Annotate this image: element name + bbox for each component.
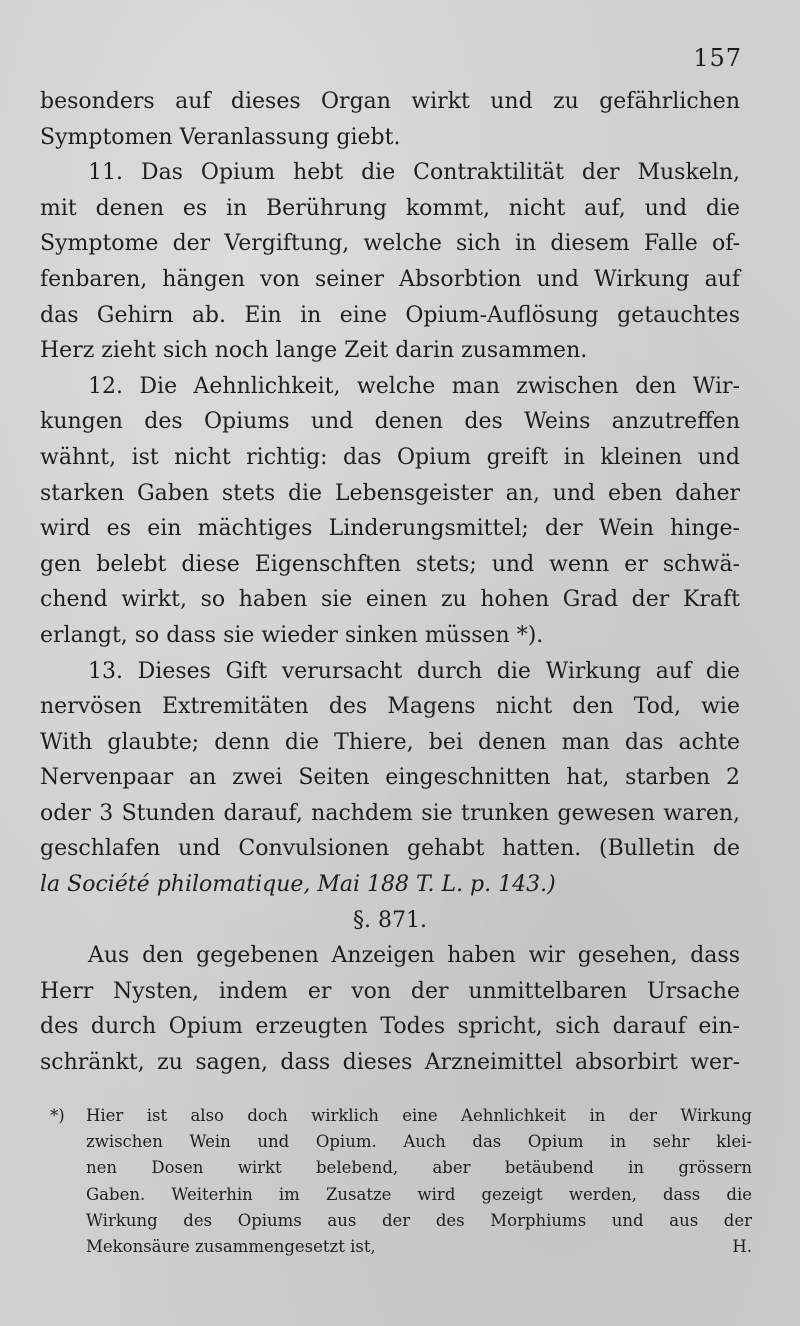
text-line: Herz zieht sich noch lange Zeit darin zusammen.	[40, 338, 588, 364]
text-line: schränkt, zu sagen, dass dieses Arzneimittel absorbirt wer-	[40, 1050, 740, 1076]
text-line: 13. Dieses Gift verursacht durch die Wirkung auf die	[88, 658, 740, 684]
text-line: With glaubte; denn die Thiere, bei denen man das achte	[40, 729, 740, 755]
footnote-signature: H.	[732, 1236, 752, 1256]
footnote	[50, 1103, 752, 1260]
footnote-line: Mekonsäure zusammengesetzt ist,	[86, 1236, 376, 1256]
section-heading: §. 871.	[353, 907, 427, 933]
text-line: starken Gaben stets die Lebensgeister an, und eben daher	[40, 480, 740, 506]
text-line: gen belebt diese Eigenschften stets; und wenn er schwä-	[40, 551, 740, 577]
text-line: fenbaren, hängen von seiner Absorbtion und Wirkung auf	[40, 266, 740, 292]
text-line: Aus den gegebenen Anzeigen haben wir gesehen, dass	[88, 943, 740, 969]
text-line: besonders auf dieses Organ wirkt und zu gefährlichen	[40, 89, 740, 114]
text-line: das Gehirn ab. Ein in eine Opium-Auflösung getauchtes	[40, 302, 740, 328]
text-line: Herr Nysten, indem er von der unmittelbaren Ursache	[40, 978, 740, 1004]
text-line: 12. Die Aehnlichkeit, welche man zwischen den Wir-	[88, 373, 740, 399]
text-line: erlangt, so dass sie wieder sinken müssen *).	[40, 622, 544, 648]
text-line: Nervenpaar an zwei Seiten eingeschnitten hat, starben 2	[40, 765, 740, 791]
text-line: wähnt, ist nicht richtig: das Opium greift in kleinen und	[40, 444, 740, 470]
footnote-line: nen Dosen wirkt belebend, aber betäubend in grössern	[86, 1158, 752, 1178]
main-text	[40, 84, 740, 1081]
footnote-line: Wirkung des Opiums aus der des Morphiums und aus der	[86, 1210, 752, 1230]
text-line: geschlafen und Convulsionen gehabt hatten. (Bulletin de	[40, 836, 740, 862]
text-line: Symptome der Vergiftung, welche sich in diesem Falle of-	[40, 231, 740, 257]
text-line: kungen des Opiums und denen des Weins anzutreffen	[40, 409, 740, 435]
text-line: chend wirkt, so haben sie einen zu hohen Grad der Kraft	[40, 587, 740, 613]
footnote-last-line	[86, 1234, 752, 1260]
text-line: 11. Das Opium hebt die Contraktilität der Muskeln,	[88, 160, 740, 186]
footnote-line: zwischen Wein und Opium. Auch das Opium in sehr klei-	[86, 1132, 752, 1152]
text-line: oder 3 Stunden darauf, nachdem sie trunken gewesen waren,	[40, 800, 740, 826]
text-line: Symptomen Veranlassung giebt.	[40, 124, 401, 150]
footnote-line: Hier ist also doch wirklich eine Aehnlichkeit in der Wirkung	[86, 1106, 752, 1125]
footnote-line: Gaben. Weiterhin im Zusatze wird gezeigt werden, dass die	[86, 1184, 752, 1204]
text-line: des durch Opium erzeugten Todes spricht, sich darauf ein-	[40, 1014, 740, 1040]
text-line: wird es ein mächtiges Linderungsmittel; der Wein hinge-	[40, 516, 740, 542]
page-number: 157	[693, 44, 742, 72]
text-line: mit denen es in Berührung kommt, nicht auf, und die	[40, 195, 740, 221]
footnote-mark: *)	[50, 1106, 65, 1125]
citation-line: la Société philomatique, Mai 188 T. L. p. 143.)	[40, 872, 556, 898]
text-line: nervösen Extremitäten des Magens nicht den Tod, wie	[40, 694, 740, 720]
